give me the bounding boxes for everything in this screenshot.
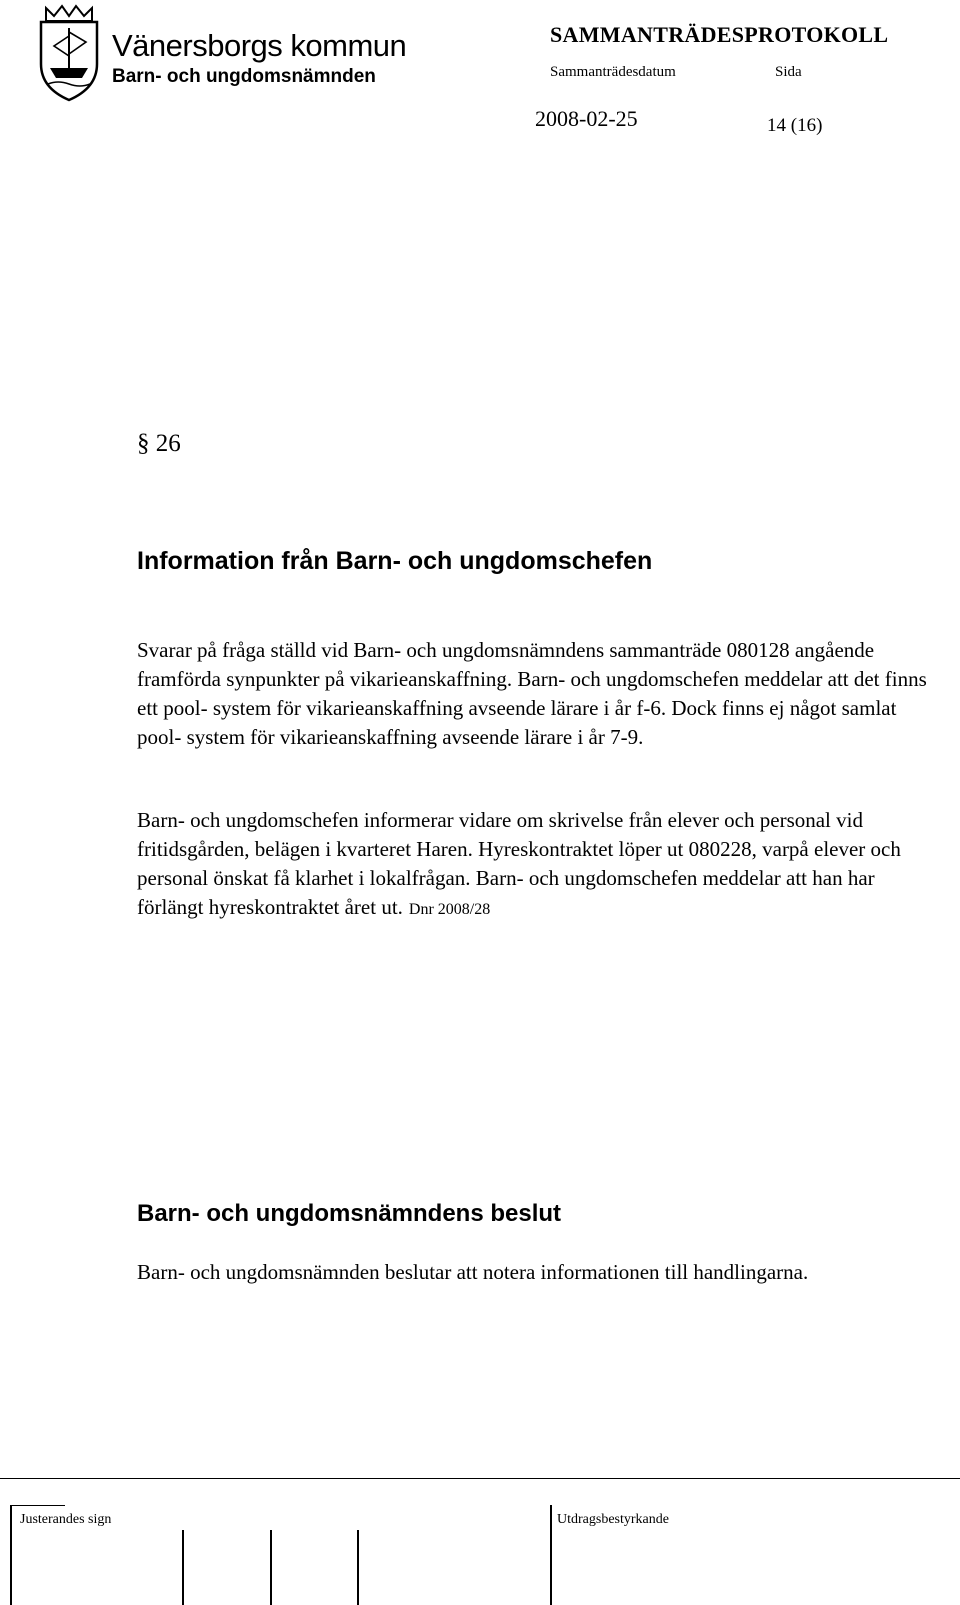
coat-of-arms-logo (36, 2, 102, 102)
footer-short-line (10, 1505, 65, 1506)
body-paragraph-1: Svarar på fråga ställd vid Barn- och ungdomsnämndens sammanträde 080128 angående framförda synpunkter på vikarieanskaffning. Barn- och ungdomschefen meddelar att det finns ett pool- system för vikarieanskaffning avseende lärare i år f-6. Dock finns ej något samlat pool- system för vikarieanskaffning avseende lärare i år 7-9. (137, 638, 927, 749)
signature-box-line (550, 1505, 552, 1605)
registration-number: Dnr 2008/28 (408, 901, 491, 918)
organization-name: Vänersborgs kommun (112, 28, 407, 63)
signature-box-line (182, 1530, 184, 1605)
certified-label: Utdragsbestyrkande (557, 1512, 669, 1527)
body-paragraph-2 (137, 806, 937, 924)
paragraph-number: § 26 (137, 430, 181, 457)
signature-box-line (10, 1505, 12, 1605)
signature-box-line (270, 1530, 272, 1605)
body-paragraph-2-text: Barn- och ungdomschefen informerar vidare om skrivelse från elever och personal vid fritidsgården, belägen i kvarteret Haren. Hyreskontraktet löper ut 080228, varpå elever och personal önskat få klarhet i lokalfrågan. Barn- och ungdomschefen meddelar att han har förlängt hyreskontraktet året ut. (137, 808, 901, 919)
signers-label: Justerandes sign (20, 1512, 112, 1527)
meeting-date: 2008-02-25 (535, 106, 638, 131)
document-type: SAMMANTRÄDESPROTOKOLL (550, 22, 889, 47)
decision-text: Barn- och ungdomsnämnden beslutar att notera informationen till handlingarna. (137, 1260, 809, 1284)
page-label: Sida (775, 64, 802, 80)
committee-name: Barn- och ungdomsnämnden (112, 66, 376, 87)
decision-title: Barn- och ungdomsnämndens beslut (137, 1200, 562, 1227)
date-label: Sammanträdesdatum (550, 64, 676, 80)
signature-box-line (357, 1530, 359, 1605)
footer-divider (0, 1478, 960, 1479)
page-number: 14 (16) (767, 115, 823, 136)
section-title: Information från Barn- och ungdomschefen (137, 547, 653, 575)
